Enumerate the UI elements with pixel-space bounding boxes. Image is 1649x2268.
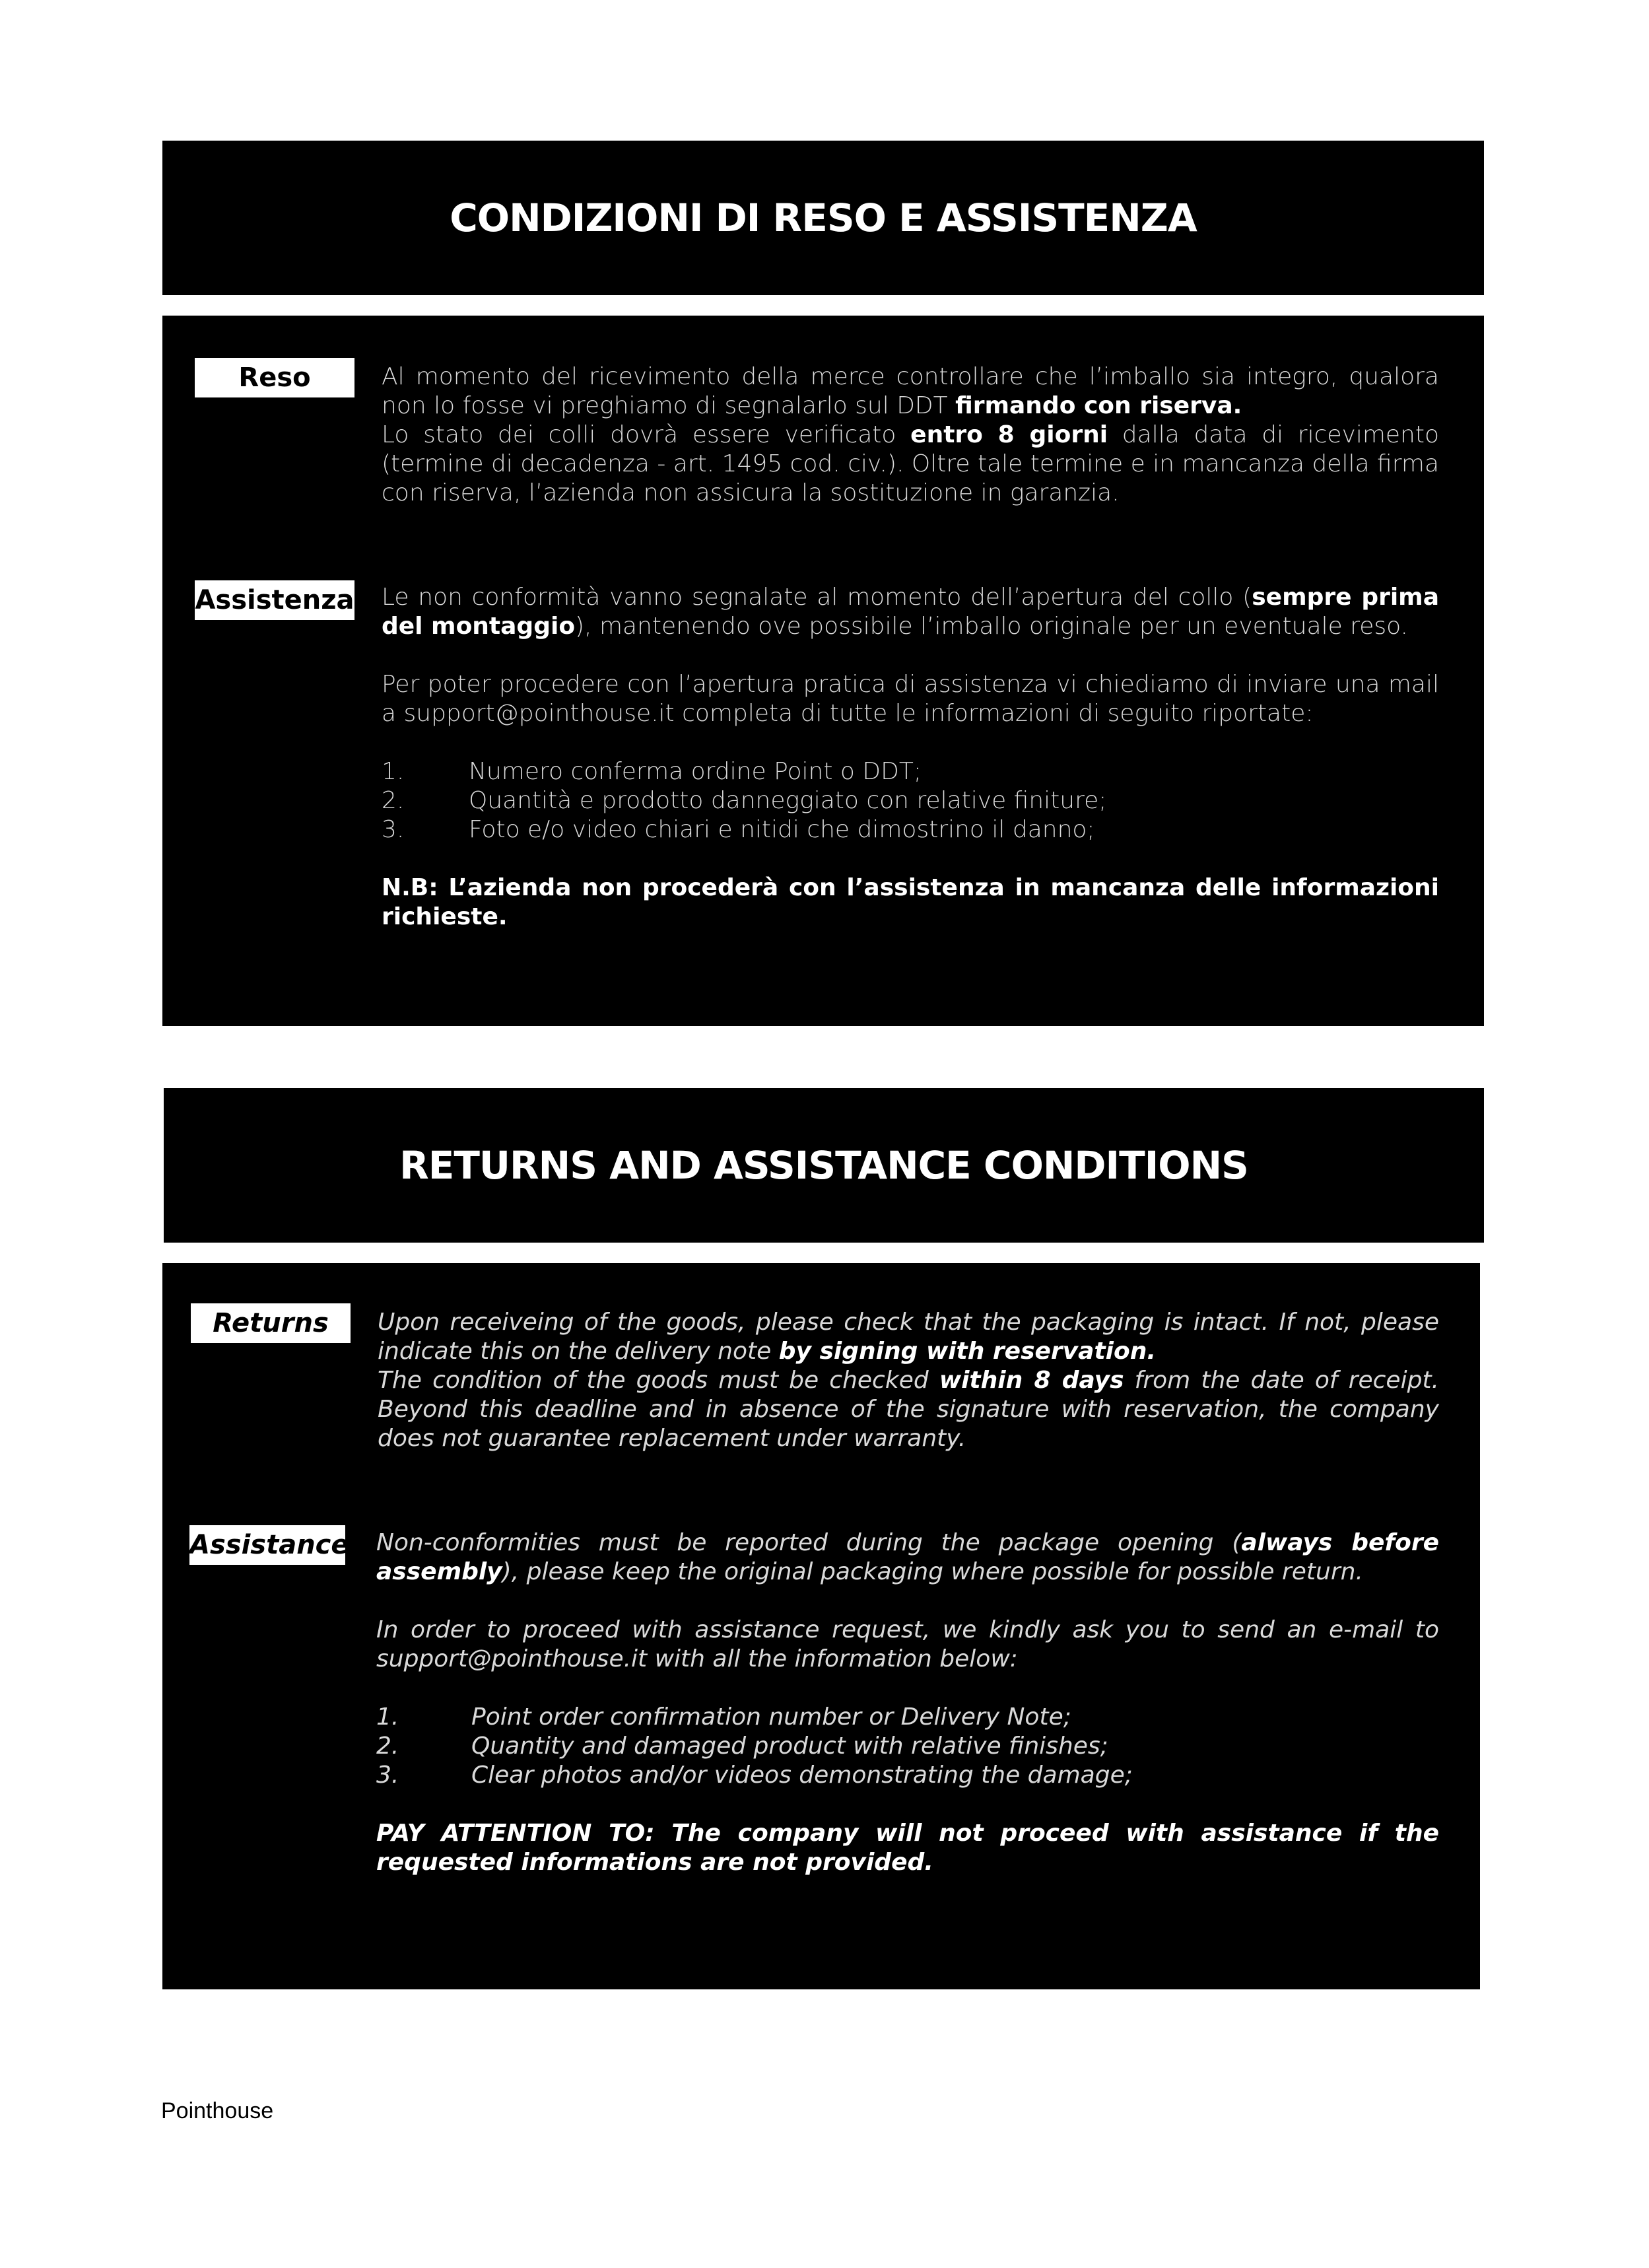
en-title-banner <box>164 1088 1484 1243</box>
footer-brand: Pointhouse <box>161 2098 274 2123</box>
reso-paragraph-1: Al momento del ricevimento della merce controllare che l’imballo sia integro, qualora non lo fosse vi preghiamo di segnalarlo sul DDT firmando con riserva. <box>382 363 1439 419</box>
reso-paragraph-2: Lo stato dei colli dovrà essere verificato entro 8 giorni dalla data di ricevimento (termine di decadenza - art. 1495 cod. civ.). Oltre tale termine e in mancanza della firma con riserva, l’azienda non assicura la sostituzione in garanzia. <box>382 421 1440 506</box>
it-title-banner <box>162 141 1484 295</box>
assistance-paragraph-1: Non-conformities must be reported during the package opening (always before assembly), please keep the original packaging where possible for possible return. <box>376 1529 1439 1585</box>
list-item: 2. Quantity and damaged product with relative finishes; <box>376 1733 1108 1760</box>
assistance-list <box>376 1703 1439 1790</box>
assistenza-list <box>382 757 1439 844</box>
list-item: 1. Numero conferma ordine Point o DDT; <box>382 758 922 785</box>
returns-paragraph-1: Upon receiveing of the goods, please check that the packaging is intact. If not, please indicate this on the delivery note by signing with reservation. <box>378 1309 1439 1365</box>
it-page-title: CONDIZIONI DI RESO E ASSISTENZA <box>450 195 1197 240</box>
en-page-title: RETURNS AND ASSISTANCE CONDITIONS <box>399 1143 1248 1188</box>
assistenza-note: N.B: L’azienda non procederà con l’assistenza in mancanza delle informazioni richieste. <box>382 874 1439 930</box>
returns-text <box>378 1308 1439 1453</box>
list-item: 2. Quantità e prodotto danneggiato con relative finiture; <box>382 787 1107 814</box>
assistenza-text <box>382 583 1439 932</box>
reso-label: Reso <box>195 358 354 397</box>
assistance-label: Assistance <box>189 1525 345 1565</box>
list-item: 3. Foto e/o video chiari e nitidi che dimostrino il danno; <box>382 816 1095 843</box>
list-item: 1. Point order confirmation number or Delivery Note; <box>376 1703 1071 1731</box>
assistenza-label: Assistenza <box>195 580 354 620</box>
assistenza-paragraph-2: Per poter procedere con l’apertura pratica di assistenza vi chiediamo di inviare una mail a support@pointhouse.it completa di tutte le informazioni di seguito riportate: <box>382 671 1439 727</box>
returns-label: Returns <box>191 1303 351 1343</box>
assistance-text <box>376 1529 1439 1877</box>
assistenza-paragraph-1: Le non conformità vanno segnalate al momento dell’apertura del collo (sempre prima del montaggio), mantenendo ove possibile l’imballo originale per un eventuale reso. <box>382 584 1439 640</box>
assistance-paragraph-2: In order to proceed with assistance request, we kindly ask you to send an e-mail to support@pointhouse.it with all the information below: <box>376 1616 1439 1672</box>
returns-paragraph-2: The condition of the goods must be checked within 8 days from the date of receipt. Beyond this deadline and in absence of the signature with reservation, the company does not guarantee replacement under warranty. <box>378 1367 1439 1452</box>
reso-text <box>382 362 1439 508</box>
list-item: 3. Clear photos and/or videos demonstrating the damage; <box>376 1762 1133 1789</box>
assistance-note: PAY ATTENTION TO: The company will not proceed with assistance if the requested informations are not provided. <box>376 1820 1439 1876</box>
